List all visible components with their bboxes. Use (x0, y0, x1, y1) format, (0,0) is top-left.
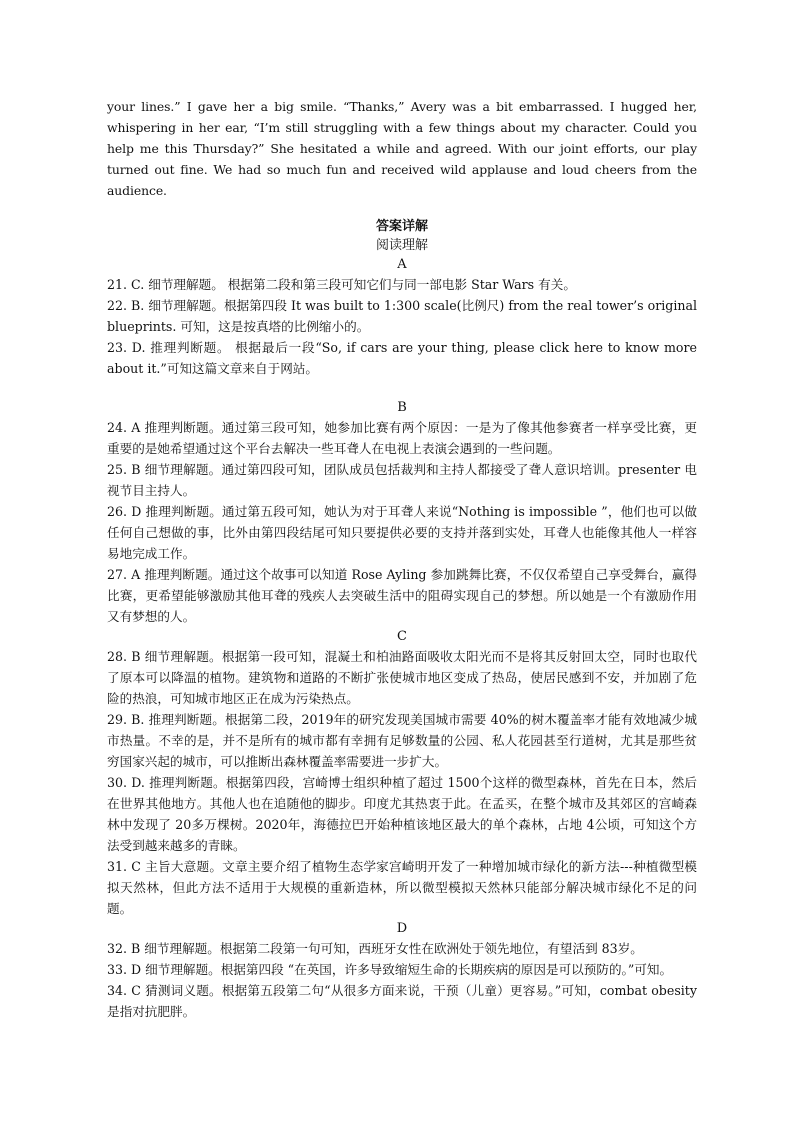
story-ending (107, 96, 697, 201)
answer-item: 33. D 细节理解题。根据第四段 “在英国，许多导致缩短生命的长期疾病的原因是可以预防的。”可知。 (107, 962, 673, 977)
answer-item: 32. B 细节理解题。根据第二段第一句可知，西班牙女性在欧洲处于领先地位，有望活到 83岁。 (107, 941, 643, 956)
section-label-b: B (397, 400, 407, 415)
answer-item: 34. C 猜测词义题。根据第五段第二句“从很多方面来说，干预（儿童）更容易。”可知，combat obesity 是指对抗肥胖。 (107, 983, 697, 1019)
answer-item: 29. B. 推理判断题。根据第二段，2019年的研究发现美国城市需要 40%的树木覆盖率才能有效地减少城市热量。不幸的是，并不是所有的城市都有幸拥有足够数量的公园、私人花园甚至行道树，尤其是那些贫穷国家兴起的城市，可以推断出森林覆盖率需要进一步扩大。 (107, 712, 697, 769)
answer-item: 31. C 主旨大意题。文章主要介绍了植物生态学家宫崎明开发了一种增加城市绿化的新方法---种植微型模拟天然林，但此方法不适用于大规模的重新造林，所以微型模拟天然林只能部分解决城市绿化不足的问题。 (107, 859, 697, 916)
answer-item: 28. B 细节理解题。根据第一段可知，混凝土和柏油路面吸收太阳光而不是将其反射回太空，同时也取代了原本可以降温的植物。建筑物和道路的不断扩张使城市地区变成了热岛，使居民感到不安，并加剧了危险的热浪，可知城市地区正在成为污染热点。 (107, 649, 697, 706)
answer-item: 30. D. 推理判断题。根据第四段，宫崎博士组织种植了超过 1500个这样的微型森林，首先在日本，然后在世界其他地方。其他人也在追随他的脚步。印度尤其热衷于此。在孟买，在整个城市及其郊区的宫崎森林中发现了 20多万棵树。2020年，海德拉巴开始种植该地区最大的单个森林，占地 4公顷，可知这个方法受到越来越多的青睐。 (107, 775, 697, 853)
answer-item: 24. A 推理判断题。通过第三段可知，她参加比赛有两个原因：一是为了像其他参赛者一样享受比赛，更重要的是她希望通过这个平台去解决一些耳聋人在电视上表演会遇到的一些问题。 (107, 420, 697, 456)
answer-item: 25. B 细节理解题。通过第四段可知，团队成员包括裁判和主持人都接受了聋人意识培训。presenter 电视节目主持人。 (107, 462, 697, 498)
answer-item: 26. D 推理判断题。通过第五段可知，她认为对于耳聋人来说“Nothing is impossible ”，他们也可以做任何自己想做的事，比外由第四段结尾可知只要提供必要的支持并落到实处，耳聋人也能像其他人一样容易地完成工作。 (107, 504, 697, 561)
answer-item: 27. A 推理判断题。通过这个故事可以知道 Rose Ayling 参加跳舞比赛，不仅仅希望自己享受舞台，赢得比赛，更希望能够激励其他耳聋的残疾人去突破生活中的阻碍实现自己的梦想。所以她是一个有激励作用又有梦想的人。 (107, 567, 697, 624)
story-paragraph: your lines.” I gave her a big smile. “Thanks,” Avery was a bit embarrassed. I hugged her, whispering in her ear, “I’m still struggling with a few things about my character. Could you help me this Thursday?” She hesitated a while and agreed. With our joint efforts, our play turned out fine. We had so much fun and received wild applause and loud cheers from the audience. (107, 99, 697, 198)
answer-title: 答案详解 (375, 219, 428, 234)
answer-item: 23. D. 推理判断题。 根据最后一段“So, if cars are your thing, please click here to know more about it.”可知这篇文章来自于网站。 (107, 340, 697, 376)
section-label-d: D (396, 921, 408, 936)
answer-item: 21. C. 细节理解题。 根据第二段和第三段可知它们与同一部电影 Star Wars 有关。 (107, 277, 576, 292)
section-label-a: A (397, 257, 407, 272)
section-label-c: C (397, 629, 407, 644)
page-content (107, 96, 697, 1022)
answer-subtitle: 阅读理解 (375, 238, 428, 253)
answer-item: 22. B. 细节理解题。根据第四段 It was built to 1:300 scale(比例尺) from the real tower’s original blueprints. 可知，这是按真塔的比例缩小的。 (107, 298, 697, 334)
